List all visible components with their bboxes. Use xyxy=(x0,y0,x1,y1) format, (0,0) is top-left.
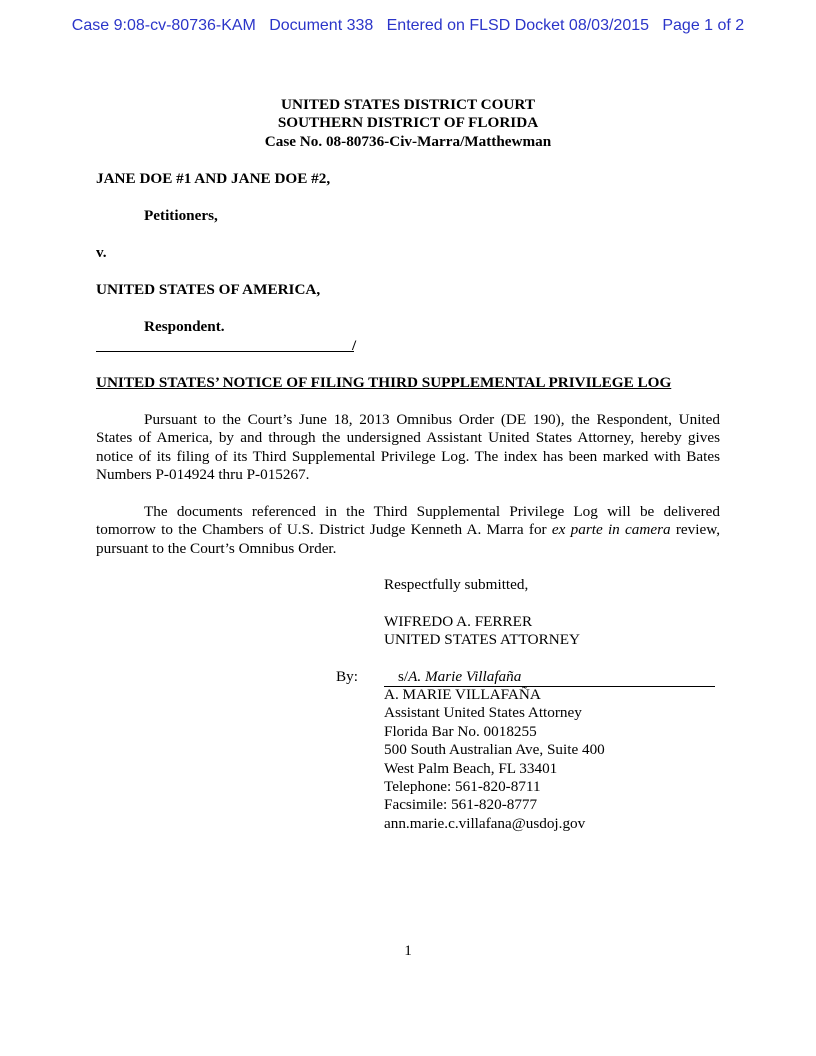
signature-line xyxy=(384,668,715,687)
signer-title: Assistant United States Attorney xyxy=(384,704,582,722)
court-district: SOUTHERN DISTRICT OF FLORIDA xyxy=(277,114,539,132)
petitioners-label: Petitioners, xyxy=(144,207,218,224)
court-name: UNITED STATES DISTRICT COURT xyxy=(281,96,535,113)
paragraph-2 xyxy=(96,503,720,558)
versus: v. xyxy=(96,244,107,261)
respondent-name: UNITED STATES OF AMERICA, xyxy=(96,281,321,298)
us-attorney-title: UNITED STATES ATTORNEY xyxy=(384,631,580,649)
signer-name: A. MARIE VILLAFAÑA xyxy=(384,686,541,703)
facsimile: Facsimile: 561-820-8777 xyxy=(384,796,538,814)
address-line-1: 500 South Australian Ave, Suite 400 xyxy=(384,741,605,759)
paragraph-1: Pursuant to the Court’s June 18, 2013 Omnibus Order (DE 190), the Respondent, United States of America, by and through the undersigned Assistant United States Attorney, hereby gives notice of its filing of its Third Supplemental Privilege Log. The index has been marked with Bates Numbers P-014924 thru P-015267. xyxy=(96,411,720,484)
bar-number: Florida Bar No. 0018255 xyxy=(384,722,537,740)
signature-prefix: s/ xyxy=(398,668,409,685)
court-header xyxy=(96,96,720,151)
petitioners-names: JANE DOE #1 AND JANE DOE #2, xyxy=(96,170,331,187)
page-number: 1 xyxy=(404,942,412,959)
docket-header: Case 9:08-cv-80736-KAM Document 338 Entered on FLSD Docket 08/03/2015 Page 1 of 2 xyxy=(71,17,745,34)
us-attorney-block xyxy=(384,613,720,650)
closing: Respectfully submitted, xyxy=(384,576,529,593)
telephone: Telephone: 561-820-8711 xyxy=(384,778,541,796)
by-label: By: xyxy=(336,668,358,685)
paragraph-2-text-a: The documents referenced in the Third Supplemental Privilege Log will be delivered tomorrow to the Chambers of U.S. District Judge Kenneth A. Marra for xyxy=(96,503,720,539)
respondent-label: Respondent. xyxy=(144,318,225,335)
signer-details xyxy=(384,686,720,833)
case-number: Case No. 08-80736-Civ-Marra/Matthewman xyxy=(264,132,552,150)
us-attorney-name: WIFREDO A. FERRER xyxy=(384,613,533,630)
paragraph-2-text-b: review, pursuant to the Court’s Omnibus Order. xyxy=(96,521,720,557)
signature-name: A. Marie Villafaña xyxy=(408,668,522,685)
caption-slash: / xyxy=(352,337,357,354)
document-title: UNITED STATES’ NOTICE OF FILING THIRD SUPPLEMENTAL PRIVILEGE LOG xyxy=(96,374,672,391)
paragraph-2-italic: ex parte in camera xyxy=(551,521,671,539)
address-line-2: West Palm Beach, FL 33401 xyxy=(384,759,558,777)
email: ann.marie.c.villafana@usdoj.gov xyxy=(384,814,586,832)
caption-rule xyxy=(96,351,354,352)
